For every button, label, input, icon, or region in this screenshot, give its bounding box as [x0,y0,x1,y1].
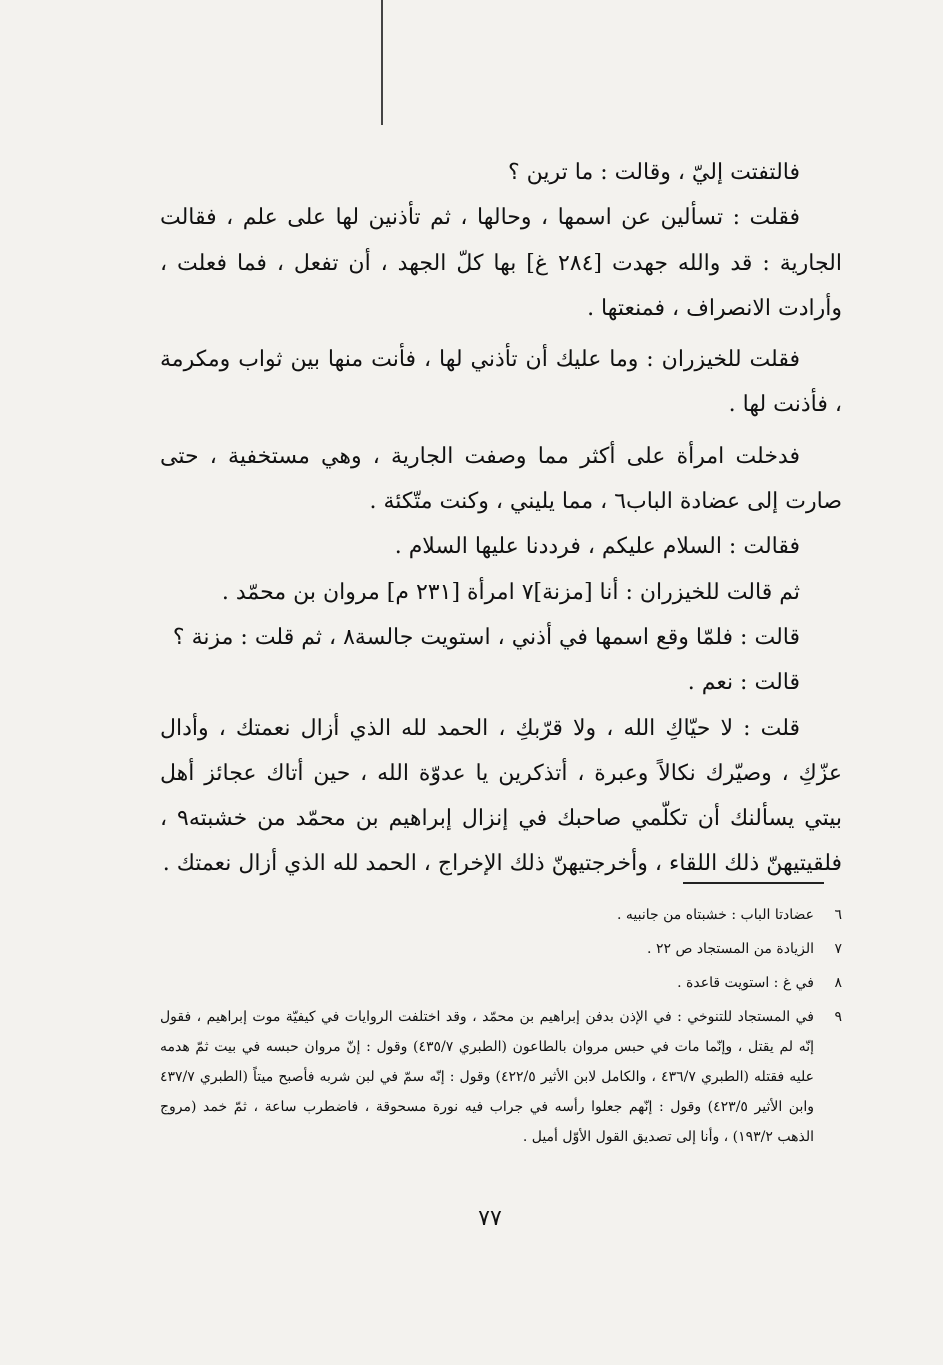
footnote-text: عضادتا الباب : خشبتاه من جانبيه . [617,907,814,923]
footnote [160,1002,842,1152]
footnote-number: ٦ [834,907,842,923]
paragraph: قالت : نعم . [687,670,800,696]
footnote [160,968,842,998]
main-text [160,150,842,887]
paragraph: فقلت : تسألين عن اسمها ، وحالها ، ثم تأذنين لها على علم ، فقالت الجارية : قد والله جهدت [٢٨٤ غ] بها كلّ الجهد ، أن تفعل ، فما فعلت ، وأرادت الانصراف ، فمنعتها . [160,205,842,321]
paragraph: ثم قالت للخيزران : أنا [مزنة]٧ امرأة [٢٣١ م] مروان بن محمّد . [221,579,800,605]
gutter-line [381,0,383,125]
footnote [160,934,842,964]
page-number: ٧٧ [478,1206,502,1231]
paragraph: قالت : فلمّا وقع اسمها في أذني ، استويت جالسة٨ ، ثم قلت : مزنة ؟ [172,624,800,650]
footnote-text: في غ : استويت قاعدة . [677,975,814,991]
paragraph: فدخلت امرأة على أكثر مما وصفت الجارية ، وهي مستخفية ، حتى صارت إلى عضادة الباب٦ ، مما يليني ، وكنت متّكئة . [160,443,842,515]
paragraph: فقالت : السلام عليكم ، فرددنا عليها السلام . [394,534,800,560]
paragraph: قلت : لا حيّاكِ الله ، ولا قرّبكِ ، الحمد لله الذي أزال نعمتك ، وأدال عزّكِ ، وصيّرك نكالاً وعبرة ، أتذكرين يا عدوّة الله ، حين أتاك عجائز أهل بيتي يسألنك أن تكلّمي صاحبك في إنزال إبراهيم بن محمّد من خشبته٩ ، فلقيتيهنّ ذلك اللقاء ، وأخرجتيهنّ ذلك الإخراج ، الحمد لله الذي أزال نعمتك . [160,715,842,877]
paragraph: فالتفتت إليّ ، وقالت : ما ترين ؟ [508,160,800,185]
footnotes [160,900,842,1156]
footnote-text: الزيادة من المستجاد ص ٢٢ . [647,941,814,957]
footnote-number: ٩ [834,1009,842,1025]
paragraph: فقلت للخيزران : وما عليك أن تأذني لها ، فأنت منها بين ثواب ومكرمة ، فأذنت لها . [160,347,842,418]
footnote-text: في المستجاد للتنوخي : في الإذن بدفن إبراهيم بن محمّد ، وقد اختلفت الروايات في كيفيّة موت إبراهيم ، فقول إنّه لم يقتل ، وإنّما مات في حبس مروان بالطاعون (الطبري ٤٣٥/٧) وقول : إنّ مروان حبسه في بيت ثمّ هدمه عليه فقتله (الطبري ٤٣٦/٧ ، والكامل لابن الأثير ٤٢٢/٥) وقول : إنّه سمّ في لبن شربه فأصبح ميتاً (الطبري ٤٣٧/٧ وابن الأثير ٤٢٣/٥) وقول : إنّهم جعلوا رأسه في جراب فيه نورة مسحوقة ، فاضطرب ساعة ، ثمّ خمد (مروج الذهب ١٩٣/٢) ، وأنا إلى تصديق القول الأوّل أميل . [160,1009,815,1145]
footnote-number: ٨ [834,975,842,991]
footnote-separator [683,882,824,884]
footnote-number: ٧ [834,941,842,957]
footnote [160,900,842,930]
